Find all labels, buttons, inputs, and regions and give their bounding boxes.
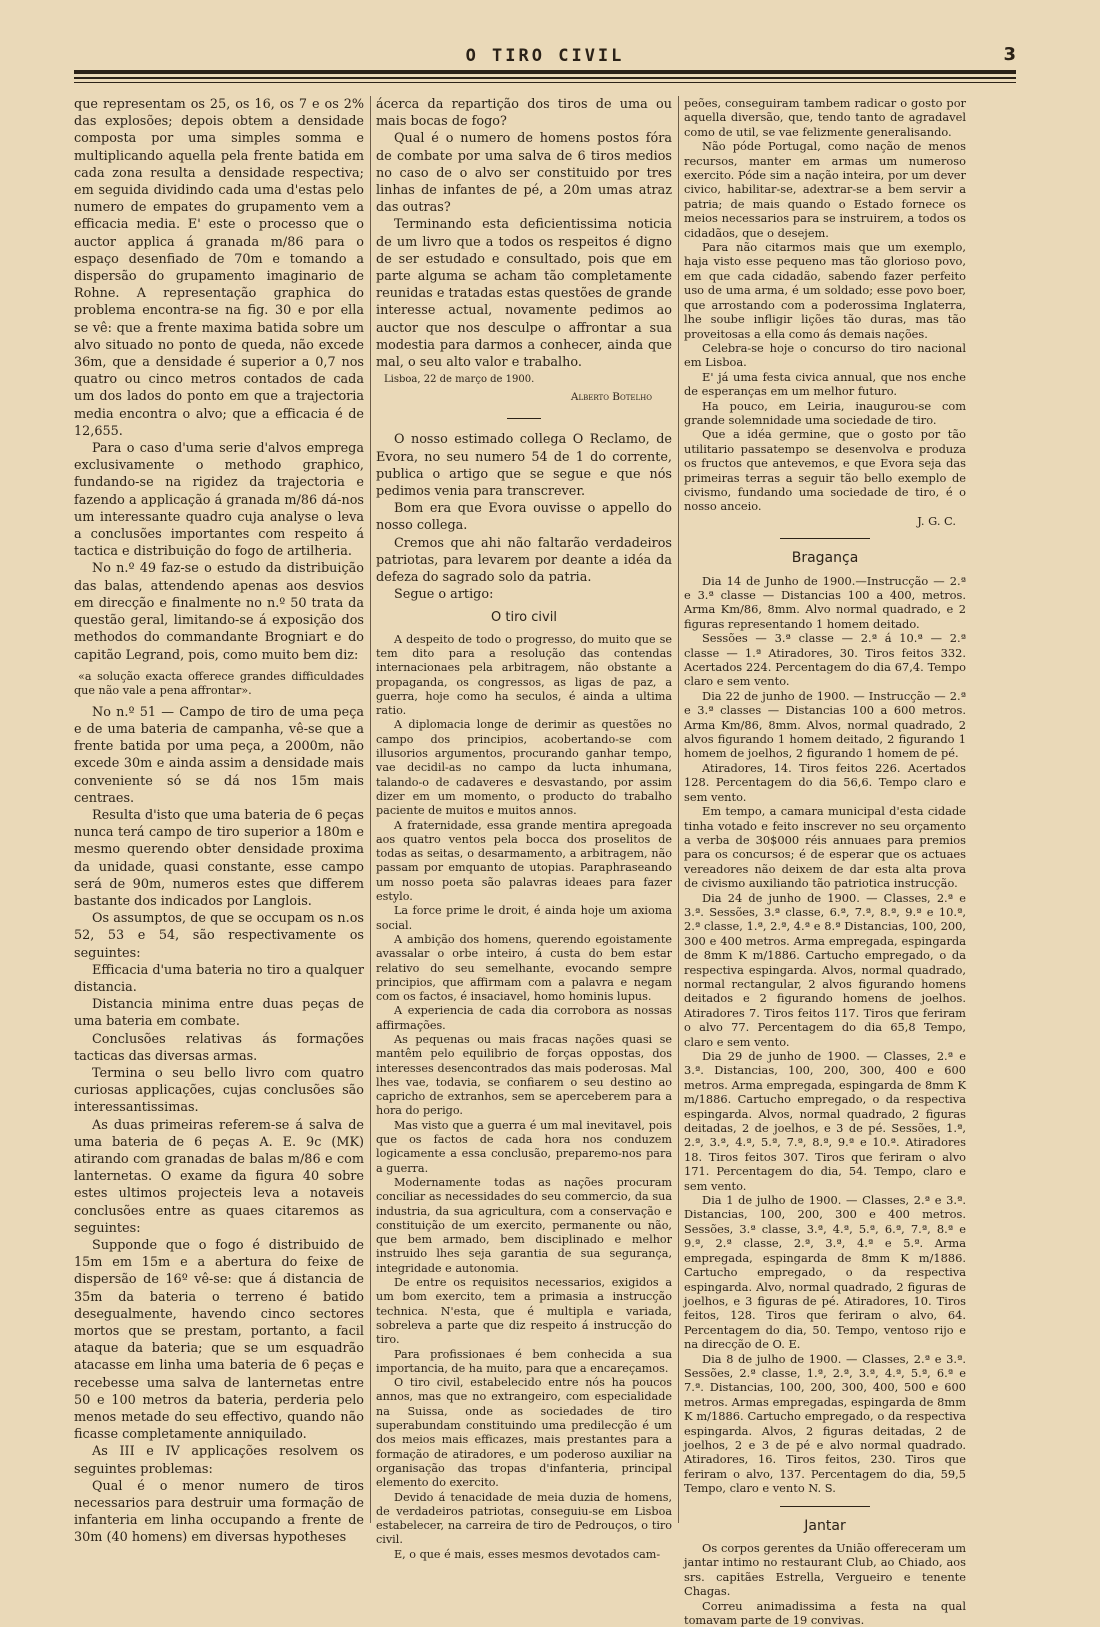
paragraph: ácerca da repartição dos tiros de uma ou mais bocas de fogo? <box>376 97 672 130</box>
paragraph: Termina o seu bello livro com quatro curiosas applicações, cujas conclusões são interessantissimas. <box>74 1065 364 1116</box>
paragraph: que representam os 25, os 16, os 7 e os 2% das explosões; depois obtem a densidade composta por uma simples somma e multiplicando aquella pela frente batida em cada zona resulta a densidade respectiva; em seguida dividindo cada uma d'estas pelo numero de empates do grupamento vem a efficacia media. E' este o processo que o auctor applica á granada m/86 para o espaço desenfiado de 70m e tomando a dispersão do grupamento imaginario de Rohne. A representação graphica do problema encontra-se na fig. 30 e por ella se vê: que a frente maxima batida sobre um alvo situado no ponto de queda, não excede 36m, que a densidade é superior a 0,7 nos quatro ou cinco metros contados de cada um dos lados do ponto em que a trajectoria media encontra o alvo; que a efficacia é de 12,655. <box>74 97 364 439</box>
paragraph: Para o caso d'uma serie d'alvos emprega exclusivamente o methodo graphico, fundando-se na rigidez da trajectoria e fazendo a applicação á granada m/86 dá-nos um interessante quadro cuja analyse o leva a conclusões importantes com respeito á tactica e distribuição do fogo de artilheria. <box>74 441 364 560</box>
paragraph: Modernamente todas as nações procuram conciliar as necessidades do seu commercio, da sua industria, da sua agricultura, com a conservação e constituição de um exercito, permanente ou não, que bem armado, bem disciplinado e melhor instruido lhes seja garantia de sua segurança, integridade e autonomia. <box>376 1175 672 1275</box>
paragraph: Os assumptos, de que se occupam os n.os 52, 53 e 54, são respectivamente os seguintes: <box>74 911 364 961</box>
paragraph: Dia 1 de julho de 1900. — Classes, 2.ª e 3.ª. Distancias, 100, 200, 300 e 400 metros. Sessões, 3.ª classe, 3.ª, 4.ª, 5.ª, 6.ª, 7.ª, 8.ª e 9.ª, 2.ª classe, 2.ª, 3.ª, 4.ª e 5.ª. Arma empregada, espingarda de 8mm K m/1886. Cartucho empregado, o da respectiva espingarda. Alvo, normal quadrado, 2 figuras de joelhos, e 3 figuras de pé. Atiradores, 10. Tiros feitos, 128. Tiros que feriram o alvo, 64. Percentagem do dia, 50. Tempo, ventoso rijo e na direcção de O. E. <box>684 1193 966 1352</box>
paragraph: peões, conseguiram tambem radicar o gosto por aquella diversão, que, tendo tanto de agradavel como de util, se vae felizmente generalisando. <box>684 96 966 139</box>
section-heading-braganca: Bragança <box>791 550 859 567</box>
paragraph: E, o que é mais, esses mesmos devotados cam- <box>394 1547 661 1561</box>
paragraph: Sessões — 3.ª classe — 2.ª á 10.ª — 2.ª classe — 1.ª Atiradores, 30. Tiros feitos 332. Acertados 224. Percentagem do dia 67,4. Tempo claro e sem vento. <box>684 631 966 689</box>
paragraph: Cremos que ahi não faltarão verdadeiros patriotas, para levarem por deante a idéa da defeza do sagrado solo da patria. <box>376 535 672 586</box>
paragraph: No n.º 49 faz-se o estudo da distribuição das balas, attendendo apenas aos desvios em direcção e finalmente no n.º 50 trata da questão geral, limitando-se á exposição dos methodos do commandante Brogniart e do capitão Legrand, pois, como muito bem diz: <box>74 561 364 663</box>
paragraph: Terminando esta deficientissima noticia de um livro que a todos os respeitos é digno de ser estudado e consultado, pois que em parte alguma se acham tão completamente reunidas e tratadas estas questões de grande interesse actual, novamente pedimos ao auctor que nos desculpe o affrontar a sua modestia para darmos a conhecer, ainda que mal, o seu alto valor e trabalho. <box>376 217 672 371</box>
paragraph: E' já uma festa civica annual, que nos enche de esperanças em um melhor futuro. <box>684 369 966 399</box>
newspaper-title: O TIRO CIVIL <box>465 46 625 66</box>
article-signature: J. G. C. <box>917 513 956 528</box>
section-heading-jantar: Jantar <box>804 1517 846 1534</box>
paragraph: Supponde que o fogo é distribuido de 15m em 15m e a abertura do feixe de dispersão de 16º vê-se: que á distancia de 35m da bateria o terreno é batido desegualmente, havendo cinco sectores mortos que se prestam, portanto, a facil ataque da bateria; que se um esquadrão atacasse em linha uma bateria de 6 peças e recebesse uma salva de lanternetas entre 50 e 100 metros da bateria, perderia pelo menos metade do seu effectivo, quando não ficasse completamente anniquilado. <box>74 1238 364 1443</box>
paragraph: A despeito de todo o progresso, do muito que se tem dito para a resolução das contendas internacionaes pela arbitragem, não obstante a propaganda, os congressos, as ligas de paz, a guerra, hoje como ha seculos, é ainda a ultima ratio. <box>376 632 672 718</box>
paragraph: Atiradores, 14. Tiros feitos 226. Acertados 128. Percentagem do dia 56,6. Tempo claro e sem vento. <box>684 760 966 804</box>
header-rules <box>74 70 1016 83</box>
dateline-text: Lisboa, 22 de março de 1900. <box>384 374 535 386</box>
paragraph: Correu animadissima a festa na qual tomavam parte de 19 convivas. <box>684 1598 966 1627</box>
header-rule-thick <box>74 70 1016 74</box>
paragraph: Resulta d'isto que uma bateria de 6 peças nunca terá campo de tiro superior a 180m e mesmo querendo obter densidade proxima da unidade, quasi constante, esse campo será de 90m, numeros estes que differem bastante dos indicados por Langlois. <box>74 807 364 909</box>
paragraph: Celebra-se hoje o concurso do tiro nacional em Lisboa. <box>684 340 966 370</box>
page-number: 3 <box>1003 44 1016 65</box>
paragraph: A experiencia de cada dia corrobora as nossas affirmações. <box>376 1004 672 1032</box>
column-3 <box>684 96 966 1627</box>
paragraph: Que a idéa germine, que o gosto por tão utilitario passatempo se desenvolva e produza os fructos que antevemos, e que Evora seja das primeiras terras a seguir tão bello exemplo de civismo, fundando uma sociedade de tiro, é o nosso anceio. <box>684 427 966 514</box>
paragraph: Conclusões relativas ás formações tacticas das diversas armas. <box>74 1031 364 1064</box>
header-rule-medium <box>74 77 1016 79</box>
article-body <box>376 633 672 1562</box>
paragraph: Para profissionaes é bem conhecida a sua importancia, de ha muito, para que a encareçamos. <box>376 1347 672 1375</box>
article-heading: O tiro civil <box>491 610 557 626</box>
paragraph: As duas primeiras referem-se á salva de uma bateria de 6 peças A. E. 9c (MK) atirando com granadas de balas m/86 e com lanternetas. O exame da figura 40 sobre estes ultimos projecteis leva a notaveis conclusões entre as quaes citaremos as seguintes: <box>74 1117 364 1236</box>
header-rule-thin <box>74 82 1016 83</box>
paragraph: O nosso estimado collega O Reclamo, de Evora, no seu numero 54 de 1 do corrente, publica o artigo que se segue e que nós pedimos venia para transcrever. <box>376 432 672 500</box>
paragraph: De entre os requisitos necessarios, exigidos a um bom exercito, tem a primasia a instrucção technica. N'esta, que é multipla e variada, sobreleva a parte que diz respeito á instrucção do tiro. <box>376 1276 672 1347</box>
section-divider <box>507 418 541 419</box>
paragraph: Dia 14 de Junho de 1900.—Instrucção — 2.ª e 3.ª classe — Distancias 100 a 400, metros. Arma Km/86, 8mm. Alvo normal quadrado, e 2 figuras representando 1 homem deitado. <box>684 573 966 631</box>
paragraph: As pequenas ou mais fracas nações quasi se mantêm pelo equilibrio de forças oppostas, dos interesses desencontrados das mais poderosas. Mal lhes vae, todavia, se confiarem o seu destino ao capricho de extranhos, sem se aperceberem para a hora do perigo. <box>376 1033 672 1118</box>
paragraph: Dia 22 de junho de 1900. — Instrucção — 2.ª e 3.ª classes — Distancias 100 a 600 metros. Arma Km/86, 8mm. Alvos, normal quadrado, 2 alvos figurando 1 homem deitado, 2 figurando 1 homem de joelhos, 2 figurando 1 homem de pé. <box>684 688 966 761</box>
column-divider <box>678 96 679 1523</box>
paragraph: A diplomacia longe de derimir as questões no campo dos principios, acobertando-se com illusorios argumentos, procurando ganhar tempo, vae decidil-as no campo da lucta inhumana, talando-o de cadaveres e desvastando, por assim dizer em um momento, o producto do trabalho paciente de muitos e muitos annos. <box>376 718 672 818</box>
paragraph: No n.º 51 — Campo de tiro de uma peça e de uma bateria de campanha, vê-se que a frente batida por uma peça, a 2000m, não excede 30m e ainda assim a densidade mais conveniente só se dá nos 15m mais centraes. <box>74 704 364 806</box>
article-dateline <box>376 373 672 387</box>
section-divider <box>780 538 870 539</box>
quotation: «a solução exacta offerece grandes difficuldades que não vale a pena affrontar». <box>74 669 364 697</box>
paragraph: La force prime le droit, é ainda hoje um axioma social. <box>376 904 672 932</box>
paragraph: As III e IV applicações resolvem os seguintes problemas: <box>74 1444 364 1477</box>
column-1 <box>74 96 364 1546</box>
paragraph: A fraternidade, essa grande mentira apregoada aos quatro ventos pela bocca dos proselitos de todas as seitas, o desarmamento, a arbitragem, não passam por emquanto de utopias. Paraphraseando um nosso poeta são palavras ideaes para fazer estylo. <box>376 818 672 904</box>
paragraph: Efficacia d'uma bateria no tiro a qualquer distancia. <box>74 962 364 995</box>
paragraph: Devido á tenacidade de meia duzia de homens, de verdadeiros patriotas, conseguiu-se em Lisboa estabelecer, na carreira de tiro de Pedrouços, o tiro civil. <box>376 1490 672 1547</box>
paragraph: Dia 24 de junho de 1900. — Classes, 2.ª e 3.ª. Sessões, 3.ª classe, 6.ª, 7.ª, 8.ª, 9.ª e 10.ª, 2.ª classe, 1.ª, 2.ª, 4.ª e 8.ª Distancias, 100, 200, 300 e 400 metros. Arma empregada, espingarda de 8mm K m/1886. Cartucho empregado, o da respectiva espingarda. Alvos, normal quadrado, normal rectangular, 2 alvos figurando homens deitados e 2 figurando homens de joelhos. Atiradores 7. Tiros feitos 117. Tiros que feriram o alvo 77. Percentagem do dia 65,8 Tempo, claro e sem vento. <box>684 890 966 1049</box>
paragraph: Em tempo, a camara municipal d'esta cidade tinha votado e feito inscrever no seu orçamento a verba de 30$000 réis annuaes para premios para os concursos; é de esperar que os actuaes vereadores não deixem de dar esta alta prova de civismo auxiliando tão patriotica instrucção. <box>684 804 966 891</box>
paragraph: Dia 8 de julho de 1900. — Classes, 2.ª e 3.ª. Sessões, 2.ª classe, 1.ª, 2.ª, 3.ª, 4.ª, 5.ª, 6.ª e 7.ª. Distancias, 100, 200, 300, 400, 500 e 600 metros. Armas empregadas, espingarda de 8mm K m/1886. Cartucho empregado, o da respectiva espingarda. Alvos, 2 figuras deitadas, 2 de joelhos, 2 e 3 de pé e alvo normal quadrado. Atiradores, 16. Tiros feitos, 230. Tiros que feriram o alvo, 137. Percentagem do dia, 59,5 Tempo, claro e vento N. S. <box>684 1351 966 1496</box>
paragraph: Não póde Portugal, como nação de menos recursos, manter em armas um numeroso exercito. Póde sim a nação inteira, por um dever civico, habilitar-se, adextrar-se a bem servir a patria; de mais quando o Estado fornece os meios necessarios para se instruirem, a todos os cidadãos, que o desejem. <box>684 139 966 240</box>
paragraph: Mas visto que a guerra é um mal inevitavel, pois que os factos de cada hora nos conduzem logicamente a essa conclusão, preparemo-nos para a guerra. <box>376 1118 672 1175</box>
article-signature: Alberto Botelho <box>570 391 652 404</box>
masthead <box>74 42 1016 72</box>
paragraph: Bom era que Evora ouvisse o appello do nosso collega. <box>376 501 672 534</box>
column-2 <box>376 96 672 1561</box>
column-divider <box>370 96 371 1523</box>
paragraph: Qual é o menor numero de tiros necessarios para destruir uma formação de infanteria em linha occupando a frente de 30m (40 homens) em diversas hypotheses <box>74 1478 364 1546</box>
paragraph: Ha pouco, em Leiria, inaugurou-se com grande solemnidade uma sociedade de tiro. <box>684 398 966 427</box>
paragraph: Os corpos gerentes da União offereceram um jantar intimo no restaurant Club, ao Chiado, aos srs. capitães Estrella, Vergueiro e tenente Chagas. <box>684 1541 966 1599</box>
paragraph: Para não citarmos mais que um exemplo, haja visto esse pequeno mas tão glorioso povo, em que cada cidadão, sabendo fazer perfeito uso de uma arma, é um soldado; esse povo boer, que arrostando com a poderossima Inglaterra, lhe soube infligir lições tão duras, mas tão proveitosas a ella como ás demais nações. <box>684 240 966 341</box>
paragraph: A ambição dos homens, querendo egoistamente avassalar o orbe inteiro, á custa do bem estar relativo do seu semelhante, evocando sempre principios, que affirmam com a palavra e negam com os factos, é insaciavel, homo hominis lupus. <box>376 932 672 1004</box>
paragraph: O tiro civil, estabelecido entre nós ha poucos annos, mas que no extrangeiro, com especialidade na Suissa, onde as sociedades de tiro superabundam constituindo uma predilecção é um dos meios mais efficazes, mais prestantes para a formação de atiradores, e um poderoso auxiliar na organisação das tropas d'infanteria, principal elemento do exercito. <box>376 1376 672 1490</box>
section-divider <box>780 1506 870 1507</box>
paragraph: Segue o artigo: <box>394 587 494 603</box>
paragraph: Distancia minima entre duas peças de uma bateria em combate. <box>74 997 364 1030</box>
paragraph: Dia 29 de junho de 1900. — Classes, 2.ª e 3.ª. Distancias, 100, 200, 300, 400 e 600 metros. Arma empregada, espingarda de 8mm K m/1886. Cartucho empregado, o da respectiva espingarda. Alvos, normal quadrado, 2 figuras deitadas, 2 de joelhos, e 3 de pé. Sessões, 1.ª, 2.ª, 3.ª, 4.ª, 5.ª, 7.ª, 8.ª, 9.ª e 10.ª. Atiradores 18. Tiros feitos 307. Tiros que feriram o alvo 171. Percentagem do dia, 54. Tempo, claro e sem vento. <box>684 1049 966 1193</box>
paragraph: Qual é o numero de homens postos fóra de combate por uma salva de 6 tiros medios no caso de o alvo ser constituido por tres linhas de infantes de pé, a 20m umas atraz das outras? <box>376 131 672 216</box>
